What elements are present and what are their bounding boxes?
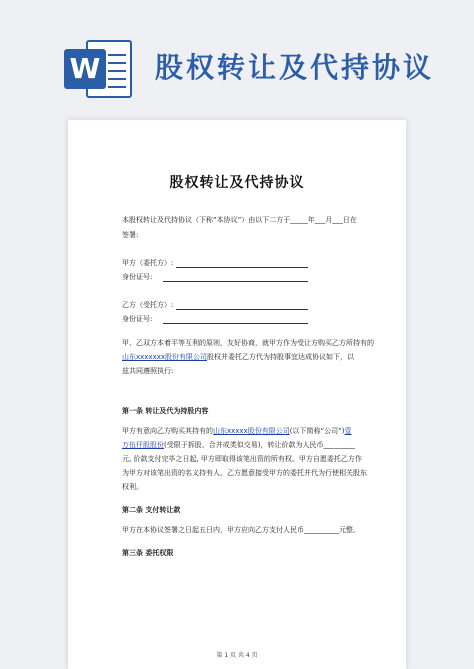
art1-line-2 bbox=[122, 440, 355, 451]
art1-line-4: 为甲方对该笔出资的名义持有人，乙方愿意接受甲方的委托并代为行使相关股东 bbox=[122, 469, 367, 477]
party-b-id-label: 身份证号: bbox=[122, 315, 153, 323]
word-badge: W bbox=[64, 49, 106, 89]
party-b-label: 乙方（受托方）: bbox=[122, 301, 174, 309]
art1-line-3: 元, 价款支付完毕之日起, 甲方即取得该笔出资的所有权。甲方自愿委托乙方作 bbox=[122, 455, 362, 463]
banner-title: 股权转让及代持协议 bbox=[155, 51, 435, 84]
art1-line-1 bbox=[122, 426, 351, 437]
banner-header bbox=[0, 0, 474, 118]
article-1-heading: 第一条 转让及代为持股内容 bbox=[122, 407, 209, 415]
art1-text: 甲方有意向乙方购买其持有的 bbox=[122, 427, 213, 435]
article-2-heading: 第二条 支付转让款 bbox=[122, 506, 181, 514]
art1-line-2-rest: (受限于拆股、合并或类似交易)，转让价款为人民币_________ bbox=[164, 441, 355, 449]
party-a-id-label: 身份证号: bbox=[122, 273, 153, 281]
art1-company: 山东xxxxx股份有限公司 bbox=[213, 427, 290, 435]
para1-line-2 bbox=[122, 352, 354, 363]
page-footer: 第 1 页 共 4 页 bbox=[216, 652, 258, 659]
para1-line-1: 甲、乙双方本着平等互利的原则，友好协商，就甲方作为受让方购买乙方所持有的 bbox=[122, 339, 374, 347]
art1-share-count: 万伍仟股股份 bbox=[122, 441, 164, 449]
article-3-heading: 第三条 委托权限 bbox=[122, 549, 174, 557]
para1-line-3: 兹共同遵照执行: bbox=[122, 367, 174, 375]
word-icon bbox=[64, 40, 134, 98]
document-page bbox=[68, 120, 406, 669]
art1-line-5: 权利。 bbox=[122, 483, 143, 491]
art1-amount-start: 壹 bbox=[344, 427, 352, 435]
para1-line-2-rest: 股权并委托乙方代为持股事宜达成协议如下，以 bbox=[207, 353, 354, 361]
party-a-label: 甲方（委托方）: bbox=[122, 259, 174, 267]
art2-line-1: 甲方在本协议签署之日起五日内，甲方应向乙方支付人民币__________元整。 bbox=[122, 526, 360, 534]
art1-abbrev: (以下简称“公司”) bbox=[289, 427, 345, 435]
party-a-line bbox=[176, 267, 308, 268]
intro-line-1: 本股权转让及代持协议（下称“本协议”）由以下二方于_____年___月___日在 bbox=[122, 216, 357, 224]
party-b-line bbox=[176, 309, 308, 310]
intro-line-2: 签署: bbox=[122, 231, 139, 239]
party-a-id-line bbox=[163, 281, 308, 282]
company-name: 山东xxxxxxx股份有限公司 bbox=[122, 353, 207, 361]
document-title: 股权转让及代持协议 bbox=[169, 175, 305, 191]
party-b-id-line bbox=[163, 323, 308, 324]
